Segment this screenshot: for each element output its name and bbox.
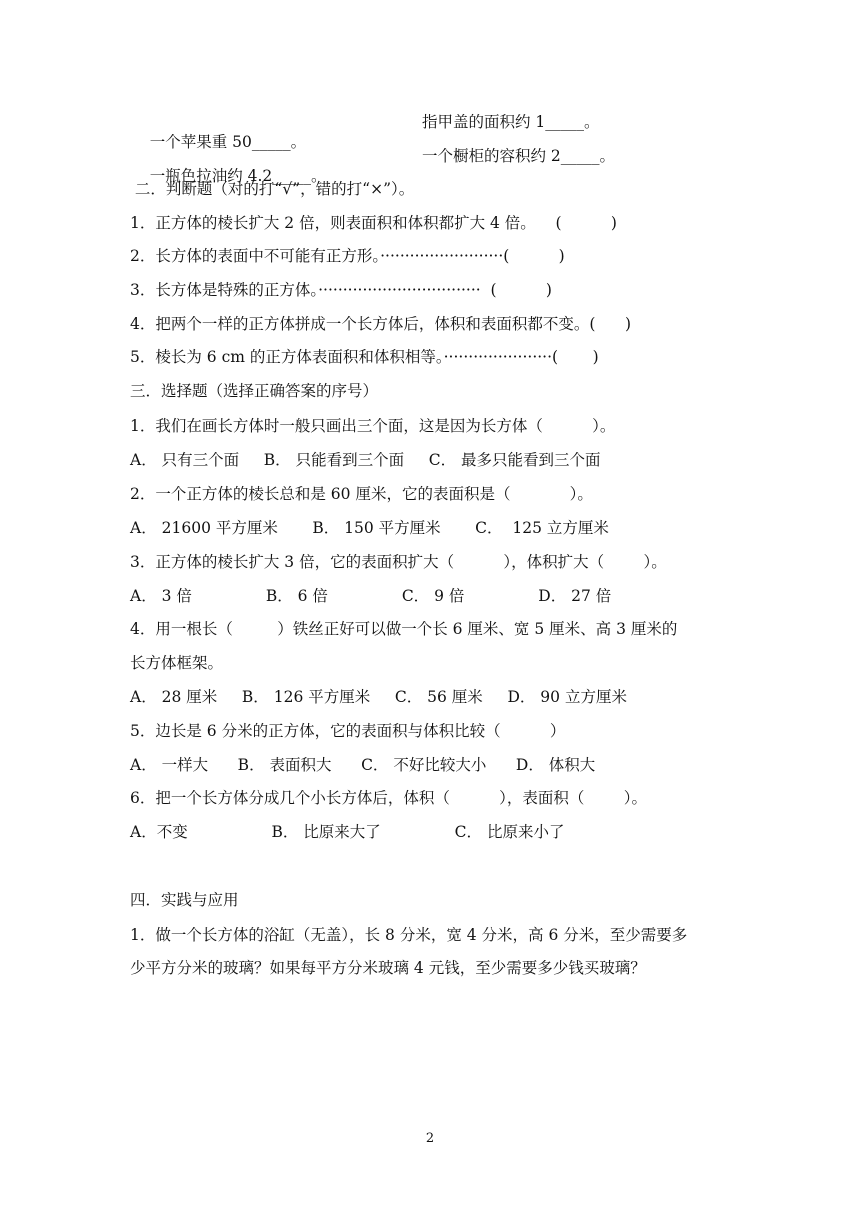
choice-options-3: A． 3 倍 B． 6 倍 C． 9 倍 D． 27 倍 <box>130 587 612 605</box>
choice-options-4: A． 28 厘米 B． 126 平方厘米 C． 56 厘米 D． 90 立方厘米 <box>130 688 627 706</box>
judgement-item-5: 5．棱长为 6 cm 的正方体表面积和体积相等。······················( ) <box>130 348 599 366</box>
fill-item-cabinet: 一个橱柜的容积约 2_____。 <box>422 147 616 165</box>
fill-row-1 <box>130 112 600 151</box>
judgement-item-4: 4．把两个一样的正方体拼成一个长方体后，体积和表面积都不变。( ) <box>130 315 632 333</box>
judgement-item-2: 2．长方体的表面中不可能有正方形。·························( ) <box>130 247 565 265</box>
judgement-item-3: 3．长方体是特殊的正方体。································· ( ) <box>130 281 552 299</box>
choice-question-4: 4．用一根长（ ）铁丝正好可以做一个长 6 厘米、宽 5 厘米、高 3 厘米的 <box>130 620 678 638</box>
application-problem-line-1: 1．做一个长方体的浴缸（无盖），长 8 分米，宽 4 分米，高 6 分米，至少需要多 <box>130 926 688 944</box>
choice-question-5: 5．边长是 6 分米的正方体，它的表面积与体积比较（ ） <box>130 722 566 740</box>
section-title-choice: 三．选择题（选择正确答案的序号） <box>130 382 379 400</box>
choice-question-4-cont: 长方体框架。 <box>130 654 224 672</box>
judgement-item-1: 1．正方体的棱长扩大 2 倍，则表面积和体积都扩大 4 倍。 ( ) <box>130 214 617 232</box>
choice-options-5: A． 一样大 B． 表面积大 C． 不好比较大小 D． 体积大 <box>130 756 596 774</box>
fill-row-2 <box>130 146 616 185</box>
fill-item-oil: 一瓶色拉油约 4.2_____。 <box>149 167 327 185</box>
choice-question-6: 6．把一个长方体分成几个小长方体后，体积（ ），表面积（ ）。 <box>130 789 648 807</box>
choice-question-3: 3．正方体的棱长扩大 3 倍，它的表面积扩大（ ），体积扩大（ ）。 <box>130 553 667 571</box>
section-title-application: 四．实践与应用 <box>130 891 239 909</box>
page-number: 2 <box>425 1131 435 1146</box>
choice-options-1: A． 只有三个面 B． 只能看到三个面 C． 最多只能看到三个面 <box>130 451 601 469</box>
choice-options-2: A． 21600 平方厘米 B． 150 平方厘米 C． 125 立方厘米 <box>130 519 609 537</box>
fill-item-apple: 一个苹果重 50_____。 <box>149 133 307 151</box>
fill-item-fingernail: 指甲盖的面积约 1_____。 <box>422 113 600 131</box>
choice-question-1: 1．我们在画长方体时一般只画出三个面，这是因为长方体（ ）。 <box>130 417 616 435</box>
choice-options-6: A．不变 B． 比原来大了 C． 比原来小了 <box>130 823 565 841</box>
section-title-judgement: 二．判断题（对的打“√”，错的打“×”）。 <box>130 180 415 198</box>
application-problem-line-2: 少平方分米的玻璃？如果每平方分米玻璃 4 元钱，至少需要多少钱买玻璃？ <box>130 959 646 977</box>
choice-question-2: 2．一个正方体的棱长总和是 60 厘米，它的表面积是（ ）。 <box>130 485 593 503</box>
